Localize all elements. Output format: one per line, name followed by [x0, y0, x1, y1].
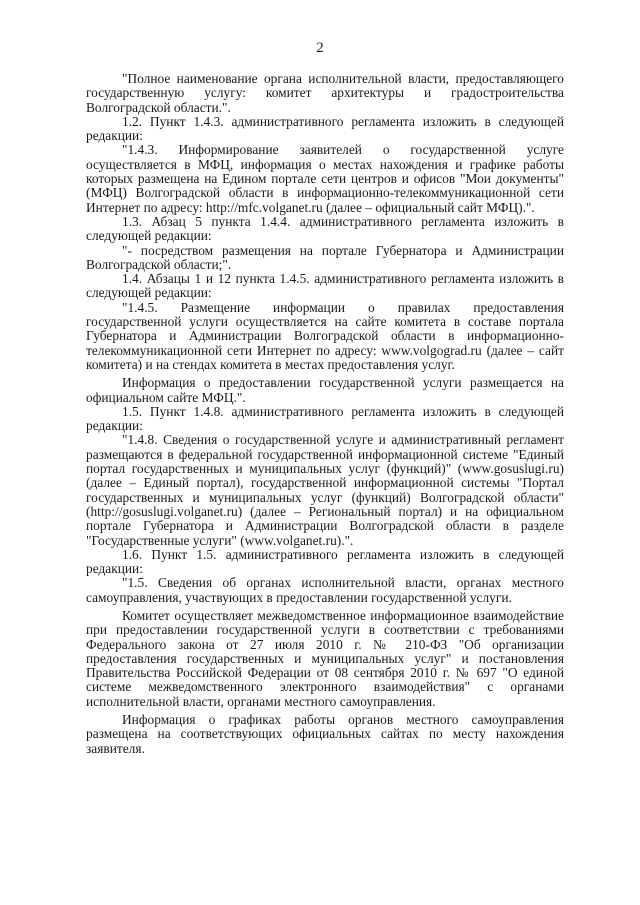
paragraph-7: "1.4.5. Размещение информации о правилах предоставления государственной услуги осуществляется на сайте комитета в составе портала Губернатора и Администрации Волгоградской области в информационно-телекоммуникационной сети Интернет по адресу: www.volgograd.ru (далее – сайт комитета) и на стендах комитета в местах предоставления услуг. [86, 299, 564, 372]
paragraph-11: 1.6. Пункт 1.5. административного регламента изложить в следующей редакции: [86, 546, 564, 577]
paragraph-13: Комитет осуществляет межведомственное информационное взаимодействие при предоставлении государственной услуги в соответствии с требованиями Федерального закона от 27 июля 2010 г. № 210-ФЗ "Об организации предоставления государственных и муниципальных услуг" и постановления Правительства Российской Федерации от 08 сентября 2010 г. № 697 "О единой системе межведомственного электронного взаимодействия" с органами исполнительной власти, органами местного самоуправления. [86, 607, 564, 709]
paragraph-3: "1.4.3. Информирование заявителей о государственной услуге осуществляется в МФЦ, информация о местах нахождения и графике работы которых размещена на Едином портале сети центров и офисов "Мои документы" (МФЦ) Волгоградской области в информационно-телекоммуникационной сети Интернет по адресу: http://mfc.volganet.ru (далее – официальный сайт МФЦ).". [86, 142, 564, 215]
paragraph-6: 1.4. Абзацы 1 и 12 пункта 1.4.5. административного регламента изложить в следующей редакции: [86, 271, 564, 301]
paragraph-14: Информация о графиках работы органов местного самоуправления размещена на соответствующих официальных сайтах по месту нахождения заявителя. [86, 712, 564, 756]
paragraph-5: "- посредством размещения на портале Губернатора и Администрации Волгоградской области;". [86, 242, 564, 272]
paragraph-8: Информация о предоставлении государственной услуги размещается на официальном сайте МФЦ.". [86, 375, 564, 405]
paragraph-12: "1.5. Сведения об органах исполнительной власти, органах местного самоуправления, участвующих в предоставлении государственной услуги. [86, 575, 564, 605]
document-body [86, 72, 564, 756]
paragraph-2: 1.2. Пункт 1.4.3. административного регламента изложить в следующей редакции: [86, 113, 564, 144]
paragraph-10: "1.4.8. Сведения о государственной услуге и административный регламент размещаются в федеральной государственной информационной системе "Единый портал государственных и муниципальных услуг (функций)" (www.gosuslugi.ru) (далее – Единый портал), государственной информационной системы "Портал государственных и муниципальных услуг (функций) Волгоградской области" (http://gosuslugi.volganet.ru) (далее – Региональный портал) и на официальном портале Губернатора и Администрации Волгоградской области в разделе "Государственные услуги" (www.volganet.ru).". [86, 432, 564, 548]
paragraph-4: 1.3. Абзац 5 пункта 1.4.4. административного регламента изложить в следующей редакции: [86, 213, 564, 244]
paragraph-9: 1.5. Пункт 1.4.8. административного регламента изложить в следующей редакции: [86, 403, 564, 434]
paragraph-1: "Полное наименование органа исполнительной власти, предоставляющего государственную услугу: комитет архитектуры и градостроительства Волгоградской области.". [86, 71, 564, 115]
page-number: 2 [316, 40, 324, 56]
